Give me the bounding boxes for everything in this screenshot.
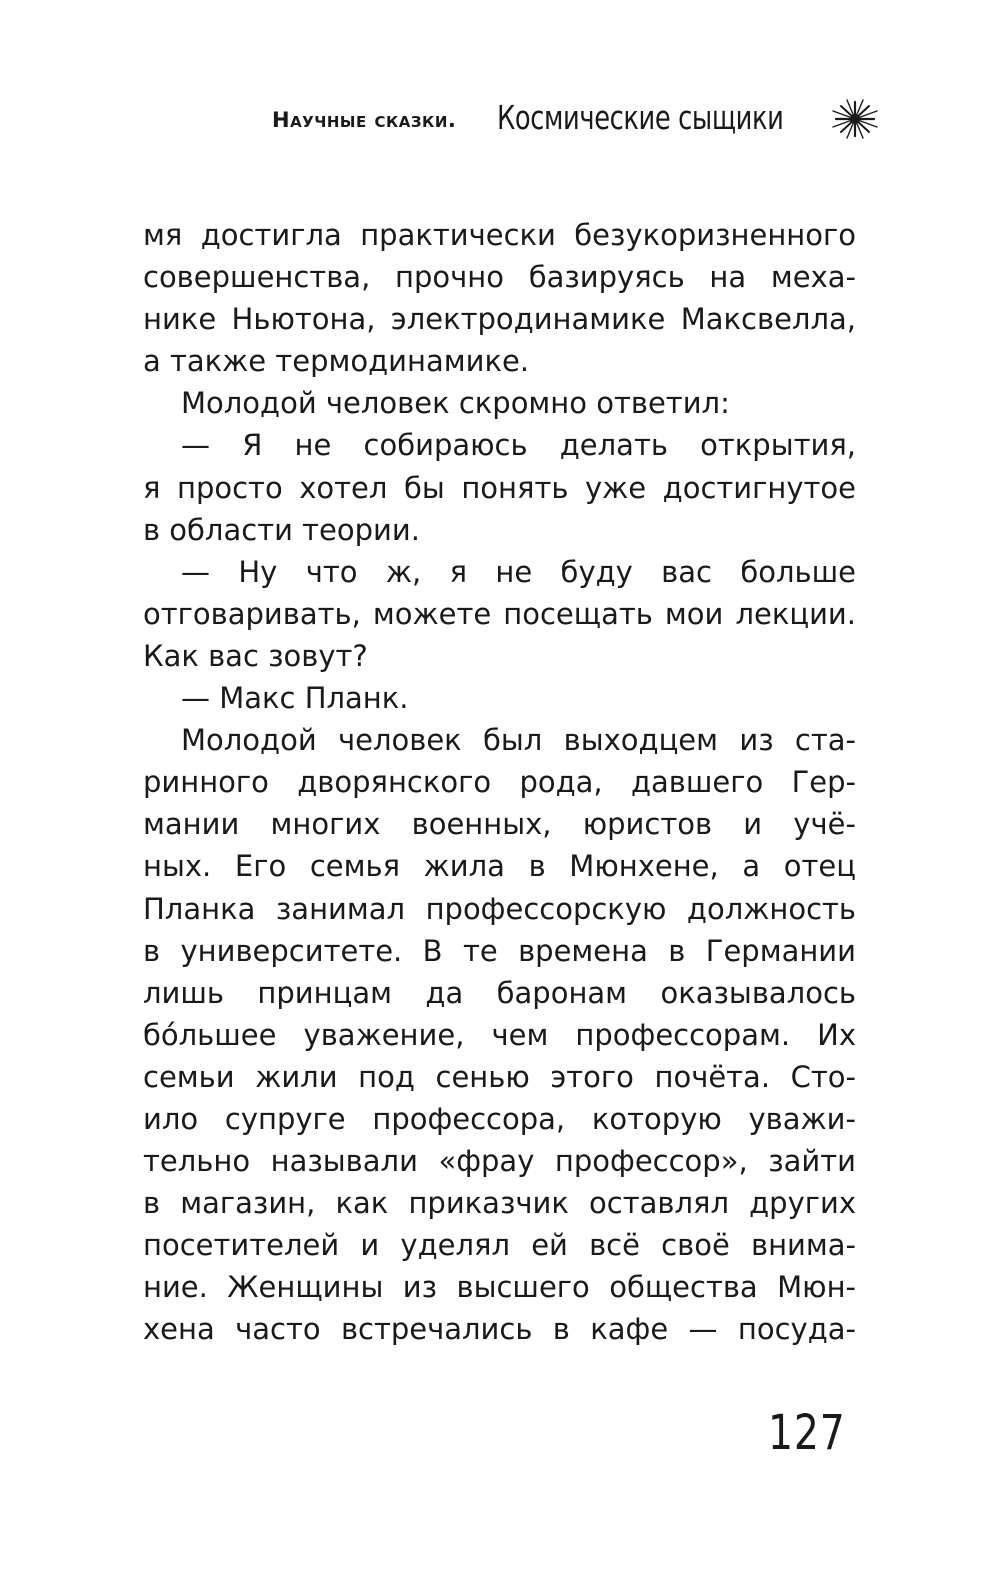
paragraph-continuation — [143, 214, 856, 382]
text-line: ние. Женщины из высшего общества Мюн- — [143, 1270, 856, 1305]
dialogue-paragraph — [143, 424, 856, 550]
dialogue-paragraph — [143, 551, 856, 677]
star-burst-icon — [830, 96, 880, 142]
text-line: ринного дворянского рода, давшего Гер- — [143, 765, 856, 800]
text-line: лишь принцам да баронам оказывалось — [143, 975, 856, 1010]
text-line: ных. Его семья жила в Мюнхене, а отец — [143, 849, 856, 884]
text-line: мя достигла практически безукоризненного — [143, 218, 856, 252]
series-title: Научные сказки. — [272, 108, 457, 132]
text-line: я просто хотел бы понять уже достигнутое — [143, 470, 856, 505]
text-line: — Макс Планк. — [181, 681, 409, 716]
text-line: — Я не собираюсь делать открытия, — [181, 428, 856, 463]
text-line: Молодой человек скромно ответил: — [181, 386, 730, 421]
dialogue-paragraph — [143, 677, 856, 719]
text-line: — Ну что ж, я не буду вас больше — [181, 554, 856, 589]
text-line: Планка занимал профессорскую должность — [143, 891, 856, 926]
text-line: а также термодинамике. — [143, 344, 530, 379]
text-line: посетителей и уделял ей всё своё внима- — [143, 1228, 856, 1263]
text-line: тельно называли «фрау профессор», зайти — [143, 1144, 856, 1179]
running-header — [0, 92, 1000, 152]
text-line: в области теории. — [143, 512, 420, 547]
text-line: в университете. В те времена в Германии — [143, 933, 856, 968]
paragraph — [143, 382, 856, 424]
text-line: отговаривать, можете посещать мои лекции. — [143, 596, 856, 631]
text-line: Молодой человек был выходцем из ста- — [181, 723, 856, 758]
page-body-text — [143, 214, 856, 1351]
text-line: мании многих военных, юристов и учё- — [143, 807, 856, 842]
page-number: 127 — [768, 1405, 846, 1461]
text-line: семьи жили под сенью этого почёта. Сто- — [143, 1059, 856, 1094]
text-line: Как вас зовут? — [143, 638, 368, 673]
text-line: бóльшее уважение, чем профессорам. Их — [143, 1017, 856, 1052]
text-line: ило супруге профессора, которую уважи- — [143, 1101, 856, 1136]
text-line: нике Ньютона, электродинамике Максвелла, — [143, 302, 856, 337]
paragraph — [143, 719, 856, 1350]
text-line: хена часто встречались в кафе — посуда- — [143, 1312, 856, 1347]
book-title: Космические сыщики — [497, 98, 784, 137]
text-line: совершенства, прочно базируясь на меха- — [143, 260, 856, 295]
text-line: в магазин, как приказчик оставлял других — [143, 1186, 856, 1221]
